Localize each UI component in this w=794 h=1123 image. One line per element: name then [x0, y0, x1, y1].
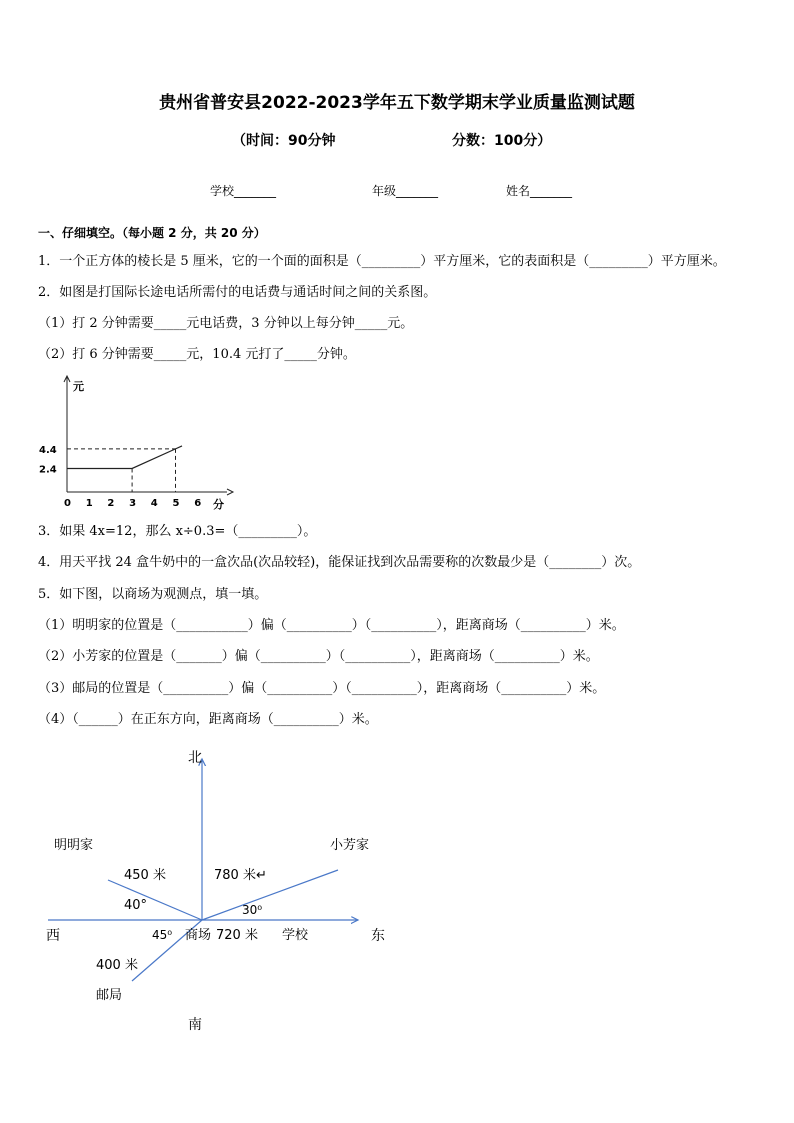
mingming-angle: 40°	[124, 898, 148, 913]
x-axis-arrow	[227, 489, 233, 495]
xiaofang-label: 小芳家	[330, 838, 370, 853]
chart-axes	[39, 376, 233, 511]
direction-map	[40, 745, 400, 1040]
question-5-2: （2）小芳家的位置是（_______）偏（__________）（__________），距离商场（__________）米。	[38, 649, 599, 664]
xiaofang-distance: 780 米↵	[214, 868, 267, 883]
section-heading: 一、仔细填空。（每小题 2 分，共 20 分）	[38, 226, 266, 240]
exam-time: （时间：90分钟	[232, 133, 336, 149]
page-title: 贵州省普安县2022-2023学年五下数学期末学业质量监测试题	[159, 93, 635, 113]
school-label: 学校	[282, 928, 309, 943]
exam-score: 分数：100分）	[452, 133, 552, 149]
x-tick-label: 5	[172, 498, 180, 509]
mingming-label: 明明家	[54, 838, 94, 853]
x-tick-label: 3	[129, 498, 137, 509]
question-2-2: （2）打 6 分钟需要_____元，10.4 元打了_____分钟。	[38, 347, 356, 362]
x-tick-label: 0	[64, 498, 71, 509]
y-tick-label: 2.4	[39, 464, 57, 476]
question-2: 2．如图是打国际长途电话所需付的电话费与通话时间之间的关系图。	[38, 285, 437, 300]
school-distance: 720 米	[216, 928, 258, 943]
question-5-1: （1）明明家的位置是（___________）偏（__________）（__________），距离商场（__________）米。	[38, 618, 625, 633]
mingming-ray	[108, 880, 202, 920]
x-tick-label: 1	[85, 498, 93, 509]
phone-fee-chart	[30, 372, 240, 512]
center-label: 商场	[185, 928, 212, 943]
south-label: 南	[188, 1017, 202, 1033]
x-tick-label: 4	[150, 498, 158, 509]
west-label: 西	[46, 928, 60, 944]
x-tick-label: 2	[107, 498, 115, 509]
x-tick-label: 6	[194, 498, 202, 509]
chart-marks	[67, 446, 182, 492]
y-axis-label: 元	[73, 380, 84, 393]
question-5-4: （4）（______）在正东方向，距离商场（__________）米。	[38, 712, 378, 727]
east-label: 东	[371, 928, 385, 944]
question-2-1: （1）打 2 分钟需要_____元电话费，3 分钟以上每分钟_____元。	[38, 316, 414, 331]
school-field: 学校_______	[210, 184, 277, 198]
mingming-distance: 450 米	[124, 868, 166, 883]
north-label: 北	[188, 750, 202, 766]
question-5: 5．如下图，以商场为观测点，填一填。	[38, 587, 268, 602]
question-3: 3．如果 4x=12，那么 x÷0.3=（_________）。	[38, 524, 317, 539]
name-field: 姓名_______	[506, 184, 573, 198]
post-angle: 45⁰	[152, 928, 173, 942]
question-1: 1．一个正方体的棱长是 5 厘米，它的一个面的面积是（_________）平方厘米，它的表面积是（_________）平方厘米。	[38, 254, 726, 269]
grade-field: 年级_______	[372, 184, 439, 198]
question-5-3: （3）邮局的位置是（__________）偏（__________）（__________），距离商场（__________）米。	[38, 681, 606, 696]
y-tick-label: 4.4	[39, 444, 57, 456]
post-distance: 400 米	[96, 958, 138, 973]
question-4: 4．用天平找 24 盒牛奶中的一盒次品(次品较轻)，能保证找到次品需要称的次数最少是（________）次。	[38, 555, 641, 570]
post-label: 邮局	[96, 988, 123, 1003]
xiaofang-angle: 30⁰	[242, 903, 263, 917]
x-axis-label: 分	[213, 498, 224, 511]
